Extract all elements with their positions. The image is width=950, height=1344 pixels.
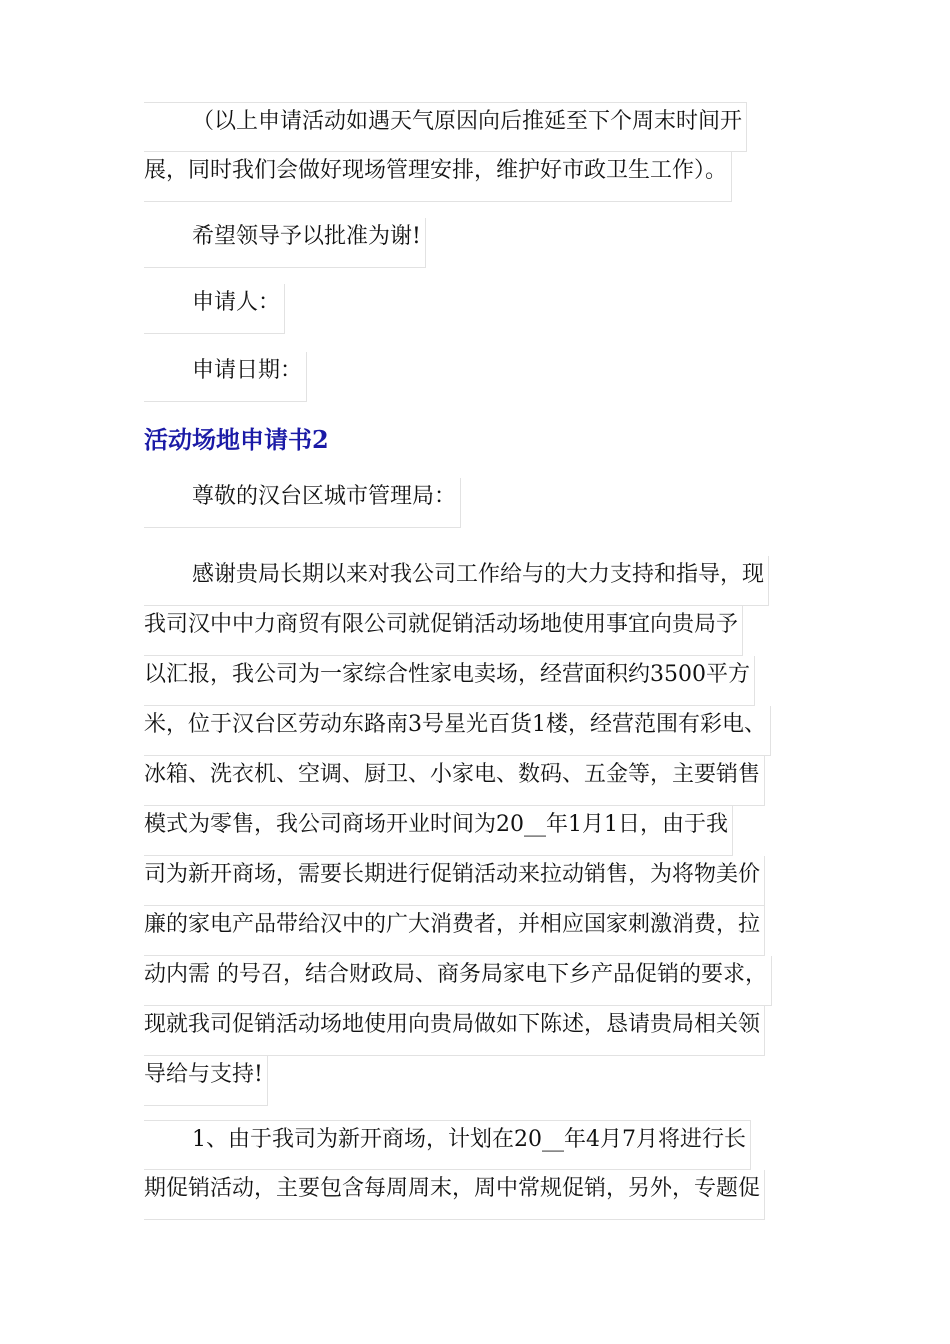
paragraph-line: 感谢贵局长期以来对我公司工作给与的大力支持和指导，现 [144, 556, 769, 606]
approval-request-paragraph [144, 218, 426, 268]
paragraph-line: 冰箱、洗衣机、空调、厨卫、小家电、数码、五金等，主要销售 [144, 756, 765, 806]
salutation-paragraph [144, 478, 461, 528]
paragraph-line: 米，位于汉台区劳动东路南3号星光百货1楼，经营范围有彩电、 [144, 706, 771, 756]
date-label: 申请日期： [144, 352, 307, 402]
paragraph-line: 以汇报，我公司为一家综合性家电卖场，经营面积约3500平方 [144, 656, 755, 706]
paragraph-line: 1、由于我司为新开商场，计划在20__年4月7月将进行长 [144, 1120, 751, 1170]
paragraph-line: 期促销活动，主要包含每周周末，周中常规促销，另外，专题促 [144, 1170, 765, 1220]
paragraph-line: 模式为零售，我公司商场开业时间为20__年1月1日，由于我 [144, 806, 733, 856]
approval-request-line: 希望领导予以批准为谢! [144, 218, 426, 268]
paragraph-line: 司为新开商场，需要长期进行促销活动来拉动销售，为将物美价 [144, 856, 765, 906]
postpone-paragraph [144, 102, 747, 202]
intro-paragraph [144, 556, 772, 1106]
paragraph-line: 导给与支持! [144, 1056, 268, 1106]
salutation-line: 尊敬的汉台区城市管理局： [144, 478, 461, 528]
paragraph-line: （以上申请活动如遇天气原因向后推延至下个周末时间开 [144, 102, 747, 152]
item1-paragraph [144, 1120, 765, 1220]
paragraph-line: 我司汉中中力商贸有限公司就促销活动场地使用事宜向贵局予 [144, 606, 743, 656]
paragraph-line: 廉的家电产品带给汉中的广大消费者，并相应国家刺激消费，拉 [144, 906, 765, 956]
paragraph-line: 动内需 的号召，结合财政局、商务局家电下乡产品促销的要求， [144, 956, 772, 1006]
paragraph-line: 现就我司促销活动场地使用向贵局做如下陈述，恳请贵局相关领 [144, 1006, 765, 1056]
date-paragraph [144, 352, 307, 402]
applicant-label: 申请人： [144, 284, 285, 334]
paragraph-line: 展，同时我们会做好现场管理安排，维护好市政卫生工作）。 [144, 152, 732, 202]
section-heading: 活动场地申请书2 [144, 425, 329, 454]
applicant-paragraph [144, 284, 285, 334]
